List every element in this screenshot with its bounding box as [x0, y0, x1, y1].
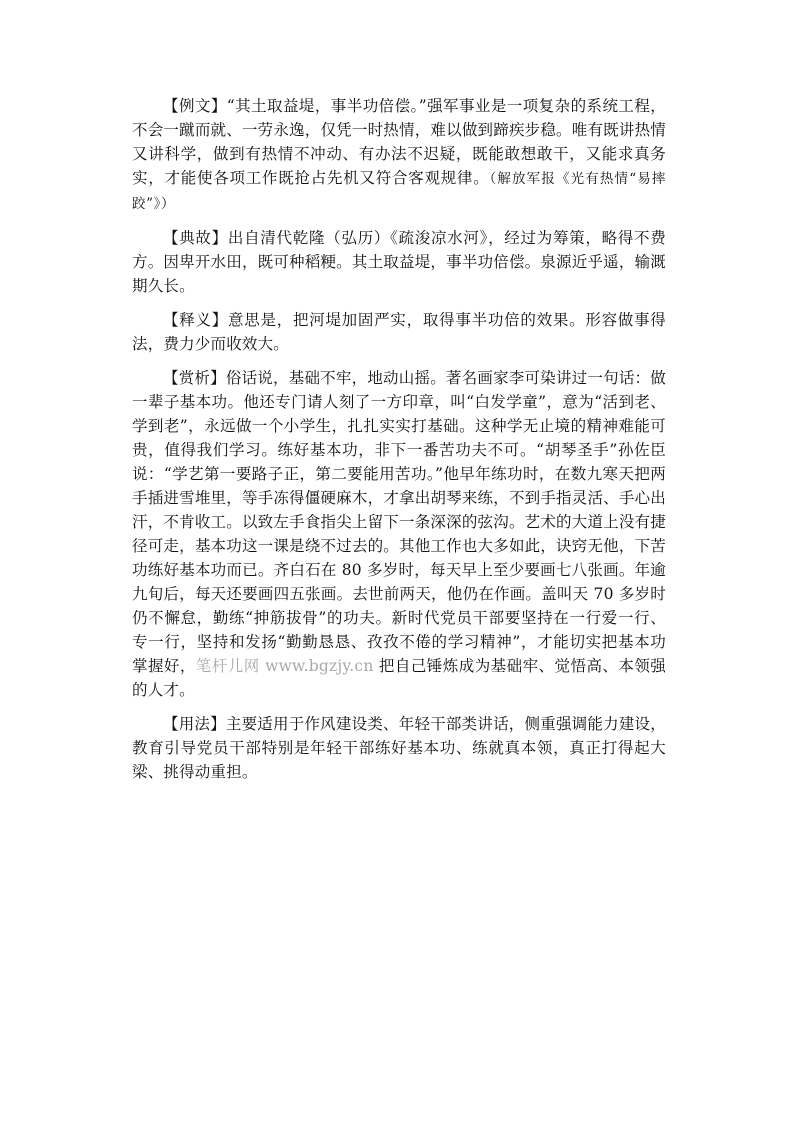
- liwen-text: “其土取益堤，事半功倍偿。”强军事业是一项复杂的系统工程，不会一蹴而就、一劳永逸，仅凭一时热情，难以做到蹄疾步稳。唯有既讲热情又讲科学，做到有热情不冲动、有办法不迟疑，既能敢想敢干，又能求真务实，才能使各项工作既抢占先机又符合客观规律。: [132, 97, 666, 187]
- paragraph-diangu: [132, 226, 666, 298]
- paragraph-liwen: [132, 94, 666, 216]
- watermark-text: 笔杆儿网 www.bgzjy.cn: [195, 657, 374, 675]
- tag-yongfa: 【用法】: [163, 715, 226, 733]
- paragraph-shiyi: [132, 308, 666, 356]
- diangu-text: 出自清代乾隆（弘历）《疏浚凉水河》，经过为筹策，略得不费方。因卑开水田，既可种稻粳。其土取益堤，事半功倍偿。泉源近乎遥，输溉期久长。: [132, 229, 666, 295]
- article-body: [132, 94, 666, 794]
- tag-shiyi: 【释义】: [163, 311, 228, 329]
- shangxi-text-before: 俗话说，基础不牢，地动山摇。著名画家李可染讲过一句话：做一辈子基本功。他还专门请人刻了一方印章，叫“白发学童”，意为“活到老、学到老”，永远做一个小学生，扎扎实实打基础。这种学无止境的精神难能可贵，值得我们学习。练好基本功，非下一番苦功夫不可。“胡琴圣手”孙佐臣说：“学艺第一要路子正，第二要能用苦功。”他早年练功时，在数九寒天把两手插进雪堆里，等手冻得僵硬麻木，才拿出胡琴来练，不到手指灵活、手心出汗，不肯收工。以致左手食指尖上留下一条深深的弦沟。艺术的大道上没有捷径可走，基本功这一课是绕不过去的。其他工作也大多如此，诀窍无他，下苦功练好基本功而已。齐白石在 80 多岁时，每天早上至少要画七八张画。年逾九旬后，每天还要画四五张画。去世前两天，他仍在作画。盖叫天 70 多岁时仍不懈怠，勤练“抻筋拔骨”的功夫。新时代党员干部要坚持在一行爱一行、专一行，坚持和发扬“勤勤恳恳、孜孜不倦的学习精神”，才能切实把基本功掌握好，: [132, 369, 666, 675]
- paragraph-yongfa: [132, 712, 666, 784]
- tag-shangxi: 【赏析】: [163, 369, 226, 387]
- paragraph-shangxi: [132, 366, 666, 702]
- shangxi-text-after: 把自己锤炼成为基础牢、觉悟高、本领强的人才。: [132, 657, 666, 699]
- shiyi-text: 意思是，把河堤加固严实，取得事半功倍的效果。形容做事得法，费力少而收效大。: [132, 311, 666, 353]
- tag-liwen: 【例文】: [163, 97, 227, 115]
- tag-diangu: 【典故】: [163, 229, 228, 247]
- liwen-source: （解放军报《光有热情“易摔跤”》）: [132, 171, 666, 212]
- yongfa-text: 主要适用于作风建设类、年轻干部类讲话，侧重强调能力建设，教育引导党员干部特别是年轻干部练好基本功、练就真本领，真正打得起大梁、挑得动重担。: [132, 715, 666, 781]
